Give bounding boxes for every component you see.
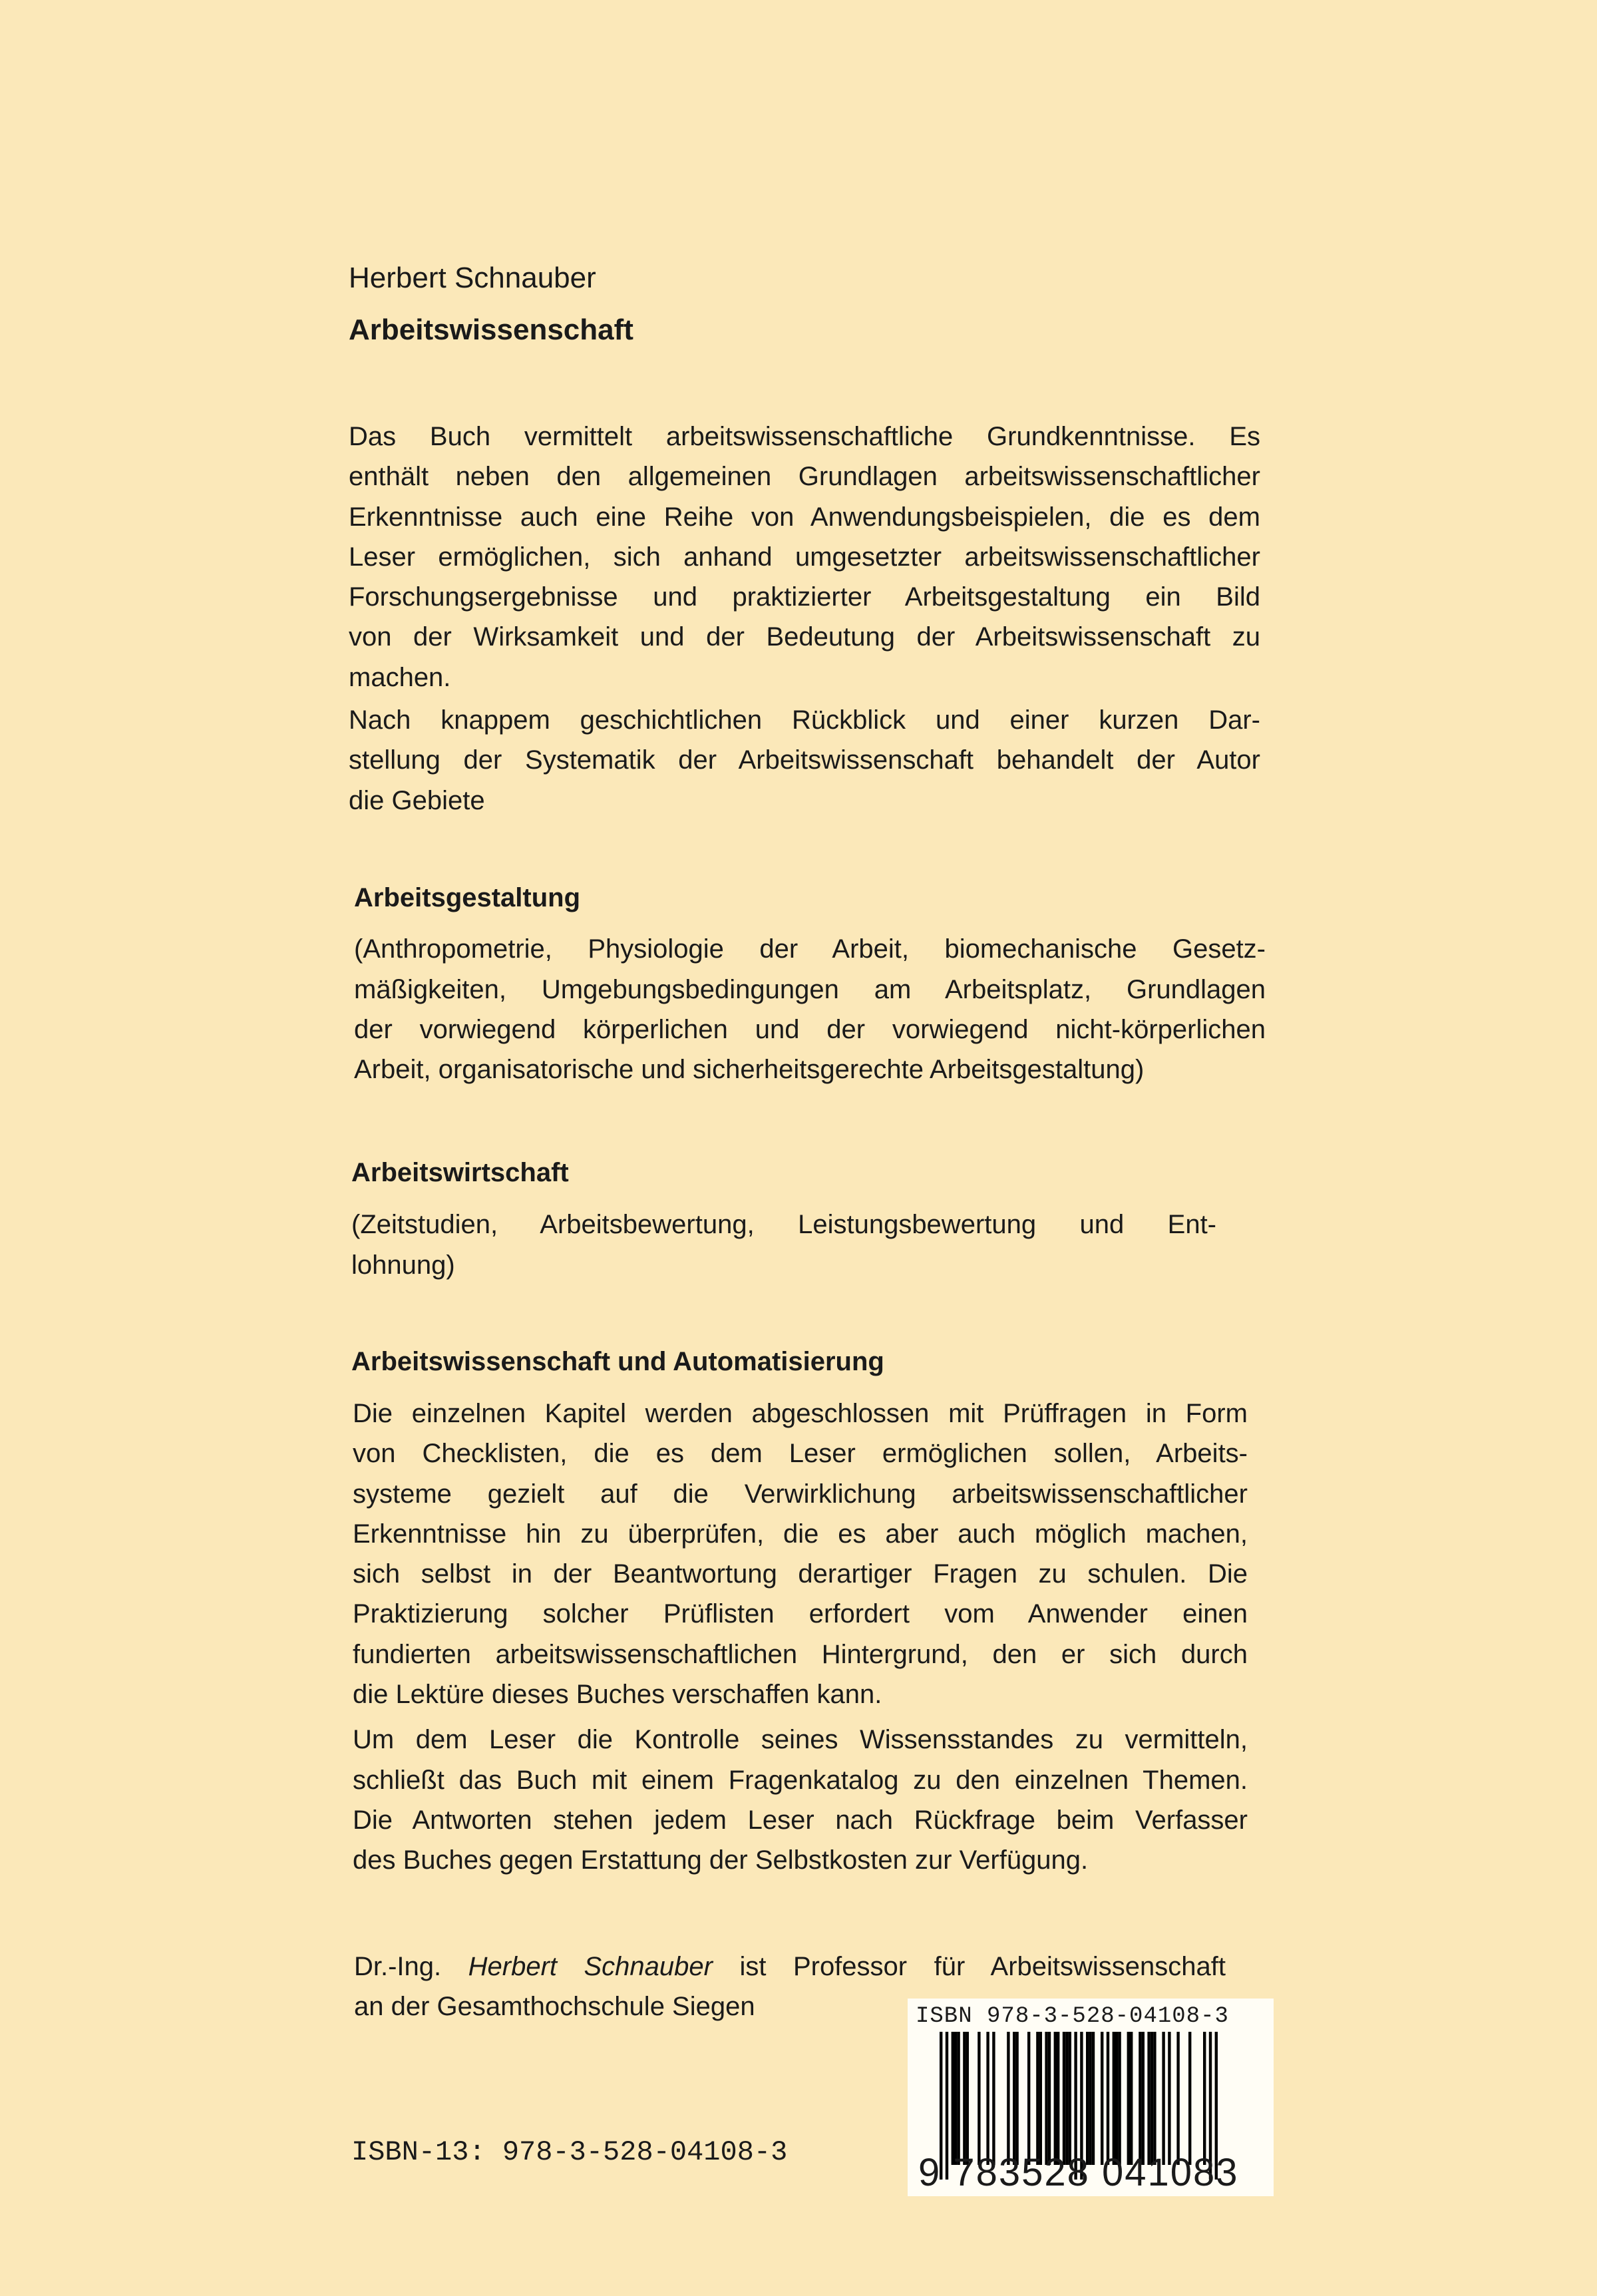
paragraph	[353, 1394, 1248, 1714]
barcode-bar	[1036, 2032, 1039, 2165]
author-text: Herbert Schnauber	[349, 262, 596, 294]
barcode-bar	[1089, 2032, 1091, 2165]
text-line: Das Buch vermittelt arbeitswissenschaftliche Grundkenntnisse. Es	[349, 422, 1260, 451]
topic-3	[351, 1342, 1263, 1382]
barcode-bar	[1127, 2032, 1130, 2165]
barcode-digits: 9 783528 041083	[918, 2151, 1239, 2194]
text-line: von Checklisten, die es dem Leser ermöglichen sollen, Arbeits-	[353, 1439, 1248, 1469]
topic-heading: Arbeitswirtschaft	[351, 1158, 569, 1187]
barcode-bar	[986, 2032, 989, 2165]
text-line: Die Antworten stehen jedem Leser nach Rückfrage beim Verfasser	[353, 1805, 1248, 1835]
bio-rest: ist Professor für Arbeitswissenschaft	[712, 1952, 1226, 1981]
book-title	[349, 310, 1260, 350]
text-line: der vorwiegend körperlichen und der vorwiegend nicht-körperlichen	[354, 1014, 1266, 1044]
paragraph	[349, 700, 1260, 821]
text-line: Leser ermöglichen, sich anhand umgesetzter arbeitswissenschaftlicher	[349, 542, 1260, 572]
text-line: mäßigkeiten, Umgebungsbedingungen am Arbeitsplatz, Grundlagen	[354, 974, 1266, 1004]
barcode-bar	[963, 2032, 966, 2165]
text-line: Nach knappem geschichtlichen Rückblick und einer kurzen Dar-	[349, 705, 1260, 735]
barcode-bar	[1188, 2032, 1191, 2165]
barcode-bar	[1101, 2032, 1103, 2165]
barcode-bar	[1065, 2032, 1068, 2165]
bio-line-2: an der Gesamthochschule Siegen	[354, 1992, 755, 2022]
text-line: die Lektüre dieses Buches verschaffen kann.	[353, 1680, 882, 1710]
bio-prefix: Dr.-Ing.	[354, 1952, 468, 1981]
barcode-isbn-text: ISBN 978-3-528-04108-3	[916, 2004, 1229, 2029]
title-text: Arbeitswissenschaft	[349, 313, 633, 346]
barcode-bar	[1162, 2032, 1164, 2165]
text-line: (Zeitstudien, Arbeitsbewertung, Leistungsbewertung und Ent-	[351, 1210, 1216, 1240]
text-line: von der Wirksamkeit und der Bedeutung der Arbeitswissenschaft zu	[349, 622, 1260, 652]
text-line: die Gebiete	[349, 785, 485, 815]
text-line: sich selbst in der Beantwortung derartiger Fragen zu schulen. Die	[353, 1559, 1248, 1589]
paragraph	[353, 1720, 1248, 1880]
barcode-bar	[1007, 2032, 1009, 2165]
topic-heading: Arbeitswissenschaft und Automatisierung	[351, 1347, 884, 1376]
text-line: Erkenntnisse hin zu überprüfen, die es aber auch möglich machen,	[353, 1519, 1248, 1549]
text-line: Erkenntnisse auch eine Reihe von Anwendungsbeispielen, die es dem	[349, 502, 1260, 532]
text-line: systeme gezielt auf die Verwirklichung arbeitswissenschaftlicher	[353, 1479, 1248, 1509]
bio-line-1	[354, 1947, 1226, 1987]
bio-name: Herbert Schnauber	[468, 1952, 713, 1981]
text-line: Die einzelnen Kapitel werden abgeschlossen mit Prüffragen in Form	[353, 1399, 1248, 1428]
text-line: (Anthropometrie, Physiologie der Arbeit, biomechanische Gesetz-	[354, 934, 1266, 964]
barcode-bar	[1015, 2032, 1018, 2165]
closing-text	[353, 1394, 1248, 1881]
text-line: enthält neben den allgemeinen Grundlagen arbeitswissenschaftlicher	[349, 462, 1260, 492]
barcode-bar	[1168, 2032, 1170, 2165]
text-line: des Buches gegen Erstattung der Selbstkosten zur Verfügung.	[353, 1845, 1089, 1875]
barcode-bar	[966, 2032, 969, 2165]
barcode-bar	[1054, 2032, 1057, 2165]
barcode-bar	[1013, 2032, 1015, 2165]
topic-2	[351, 1153, 1263, 1285]
barcode-bar	[1092, 2032, 1095, 2165]
barcode-bar	[992, 2032, 995, 2165]
barcode-bar	[1203, 2032, 1206, 2165]
barcode-bar	[1139, 2032, 1141, 2165]
barcode-bar	[1045, 2032, 1047, 2165]
text-line: Praktizierung solcher Prüflisten erfordert vom Anwender einen	[353, 1599, 1248, 1629]
text-line: Um dem Leser die Kontrolle seines Wissensstandes zu vermitteln,	[353, 1725, 1248, 1755]
barcode-bar	[1153, 2032, 1156, 2165]
barcode-bar	[1176, 2032, 1179, 2165]
author-name	[349, 258, 1260, 298]
barcode-bar	[1147, 2032, 1150, 2165]
barcode-bar	[1130, 2032, 1133, 2165]
barcode-bar	[1115, 2032, 1118, 2165]
barcode-bar	[1063, 2032, 1065, 2165]
barcode-bar	[1118, 2032, 1121, 2165]
text-line: lohnung)	[351, 1250, 455, 1280]
barcode-bar	[1027, 2032, 1030, 2165]
barcode-bar	[977, 2032, 980, 2165]
barcode-bar	[957, 2032, 960, 2165]
topic-heading: Arbeitsgestaltung	[354, 883, 581, 912]
barcode-bar	[1151, 2032, 1153, 2165]
barcode-bar	[1069, 2032, 1071, 2165]
text-line: schließt das Buch mit einem Fragenkatalog zu den einzelnen Themen.	[353, 1765, 1248, 1795]
text-line: stellung der Systematik der Arbeitswissenschaft behandelt der Autor	[349, 745, 1260, 775]
intro-text	[349, 417, 1260, 821]
text-line: fundierten arbeitswissenschaftlichen Hintergrund, den er sich durch	[353, 1639, 1248, 1669]
barcode-bar	[954, 2032, 957, 2165]
barcode	[908, 1999, 1274, 2196]
barcode-bar	[1142, 2032, 1145, 2165]
topic-1	[354, 878, 1266, 1089]
barcode-bar	[1057, 2032, 1059, 2165]
isbn13-text: ISBN-13: 978-3-528-04108-3	[351, 2136, 788, 2168]
text-line: Forschungsergebnisse und praktizierter Arbeitsgestaltung ein Bild	[349, 582, 1260, 612]
barcode-bar	[952, 2032, 954, 2165]
text-line: machen.	[349, 662, 451, 692]
paragraph	[349, 417, 1260, 697]
barcode-bar	[1113, 2032, 1115, 2165]
text-line: Arbeit, organisatorische und sicherheitsgerechte Arbeitsgestaltung)	[354, 1055, 1145, 1085]
barcode-bar	[1107, 2032, 1109, 2165]
barcode-bar	[1039, 2032, 1042, 2165]
barcode-bar	[1048, 2032, 1051, 2165]
barcode-bar	[1086, 2032, 1089, 2165]
